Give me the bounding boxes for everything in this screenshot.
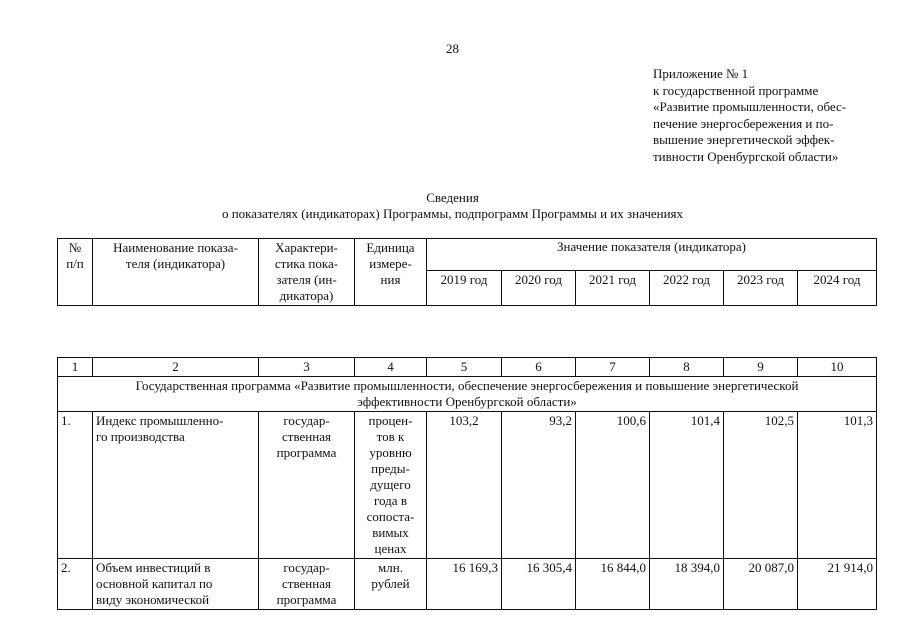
header-year: 2019 год <box>427 270 502 305</box>
col-number: 7 <box>576 358 650 377</box>
col-number: 2 <box>93 358 259 377</box>
header-characteristic <box>259 239 355 306</box>
annex-line: Приложение № 1 <box>653 66 749 81</box>
value-cell: 16 844,0 <box>576 559 650 610</box>
value-cell: 21 914,0 <box>798 559 877 610</box>
value-cell: 18 394,0 <box>650 559 724 610</box>
annex-line: к государственной программе <box>653 82 819 98</box>
page-number: 28 <box>446 41 459 56</box>
column-number-row <box>58 358 877 377</box>
header-text: Наименование показа- <box>113 240 238 255</box>
cell-line: ственная <box>282 429 331 444</box>
value-cell: 103,2 <box>427 412 502 559</box>
header-row <box>58 239 877 271</box>
row-characteristic <box>259 559 355 610</box>
document-title <box>0 190 905 222</box>
cell-line: дущего <box>370 477 411 492</box>
value-cell: 16 305,4 <box>502 559 576 610</box>
col-number: 9 <box>724 358 798 377</box>
row-unit <box>355 559 427 610</box>
value-cell: 16 169,3 <box>427 559 502 610</box>
col-number: 10 <box>798 358 877 377</box>
header-name <box>93 239 259 306</box>
annex-line: «Развитие промышленности, обес- <box>653 99 847 114</box>
header-value-group: Значение показателя (индикатора) <box>427 239 877 271</box>
row-num: 1. <box>58 412 93 559</box>
cell-line: рублей <box>371 576 410 591</box>
header-text: Единица <box>366 240 415 255</box>
col-number: 5 <box>427 358 502 377</box>
header-text: № <box>68 240 82 255</box>
cell-line: программа <box>276 445 337 460</box>
header-unit <box>355 239 427 306</box>
section-row <box>58 377 877 412</box>
row-name <box>93 412 259 559</box>
cell-line: го производства <box>96 429 185 444</box>
cell-line: сопоста- <box>366 509 415 524</box>
table-row <box>58 559 877 610</box>
header-text: зателя (ин- <box>276 272 337 287</box>
title-line-1: Сведения <box>426 190 479 205</box>
cell-line: преды- <box>371 461 410 476</box>
section-line: Государственная программа «Развитие промышленности, обеспечение энергосбережения и повышение энергетической <box>135 378 799 393</box>
header-text: измере- <box>369 256 412 271</box>
cell-line: ценах <box>374 541 407 556</box>
col-number: 3 <box>259 358 355 377</box>
header-year: 2024 год <box>798 270 877 305</box>
header-text: теля (индикатора) <box>125 256 226 271</box>
col-number: 8 <box>650 358 724 377</box>
header-spacer-row <box>58 306 877 358</box>
value-cell: 101,3 <box>798 412 877 559</box>
table-row <box>58 412 877 559</box>
cell-line: виду экономической <box>96 592 210 607</box>
row-characteristic <box>259 412 355 559</box>
header-text: п/п <box>66 256 84 271</box>
cell-line: Индекс промышленно- <box>96 413 224 428</box>
annex-line: печение энергосбережения и по- <box>653 115 834 131</box>
header-text: стика пока- <box>274 256 339 271</box>
cell-line: государ- <box>283 560 330 575</box>
cell-line: тов к <box>376 429 405 444</box>
annex-line: тивности Оренбургской области» <box>653 148 839 164</box>
title-line-2: о показателях (индикаторах) Программы, подпрограмм Программы и их значениях <box>221 206 684 221</box>
col-number: 4 <box>355 358 427 377</box>
header-num <box>58 239 93 306</box>
value-cell: 101,4 <box>650 412 724 559</box>
cell-line: ственная <box>282 576 331 591</box>
header-year: 2023 год <box>724 270 798 305</box>
value-cell: 102,5 <box>724 412 798 559</box>
indicators-table <box>57 238 877 610</box>
header-year: 2021 год <box>576 270 650 305</box>
cell-line: уровню <box>369 445 412 460</box>
value-cell: 100,6 <box>576 412 650 559</box>
section-line: эффективности Оренбургской области» <box>357 394 577 409</box>
header-year: 2022 год <box>650 270 724 305</box>
row-name <box>93 559 259 610</box>
section-title <box>58 377 877 412</box>
value-cell: 20 087,0 <box>724 559 798 610</box>
header-year: 2020 год <box>502 270 576 305</box>
cell-line: Объем инвестиций в <box>96 560 211 575</box>
cell-line: процен- <box>368 413 413 428</box>
col-number: 6 <box>502 358 576 377</box>
annex-line: вышение энергетической эффек- <box>653 132 835 147</box>
header-text: дикатора) <box>279 288 334 303</box>
cell-line: вимых <box>372 525 409 540</box>
cell-line: государ- <box>283 413 330 428</box>
cell-line: программа <box>276 592 337 607</box>
cell-line: млн. <box>378 560 403 575</box>
cell-line: основной капитал по <box>96 576 213 591</box>
header-text: Характери- <box>275 240 338 255</box>
col-number: 1 <box>58 358 93 377</box>
annex-header <box>653 66 846 165</box>
cell-line: года в <box>374 493 407 508</box>
value-cell: 93,2 <box>502 412 576 559</box>
row-num: 2. <box>58 559 93 610</box>
row-unit <box>355 412 427 559</box>
header-text: ния <box>380 272 401 287</box>
